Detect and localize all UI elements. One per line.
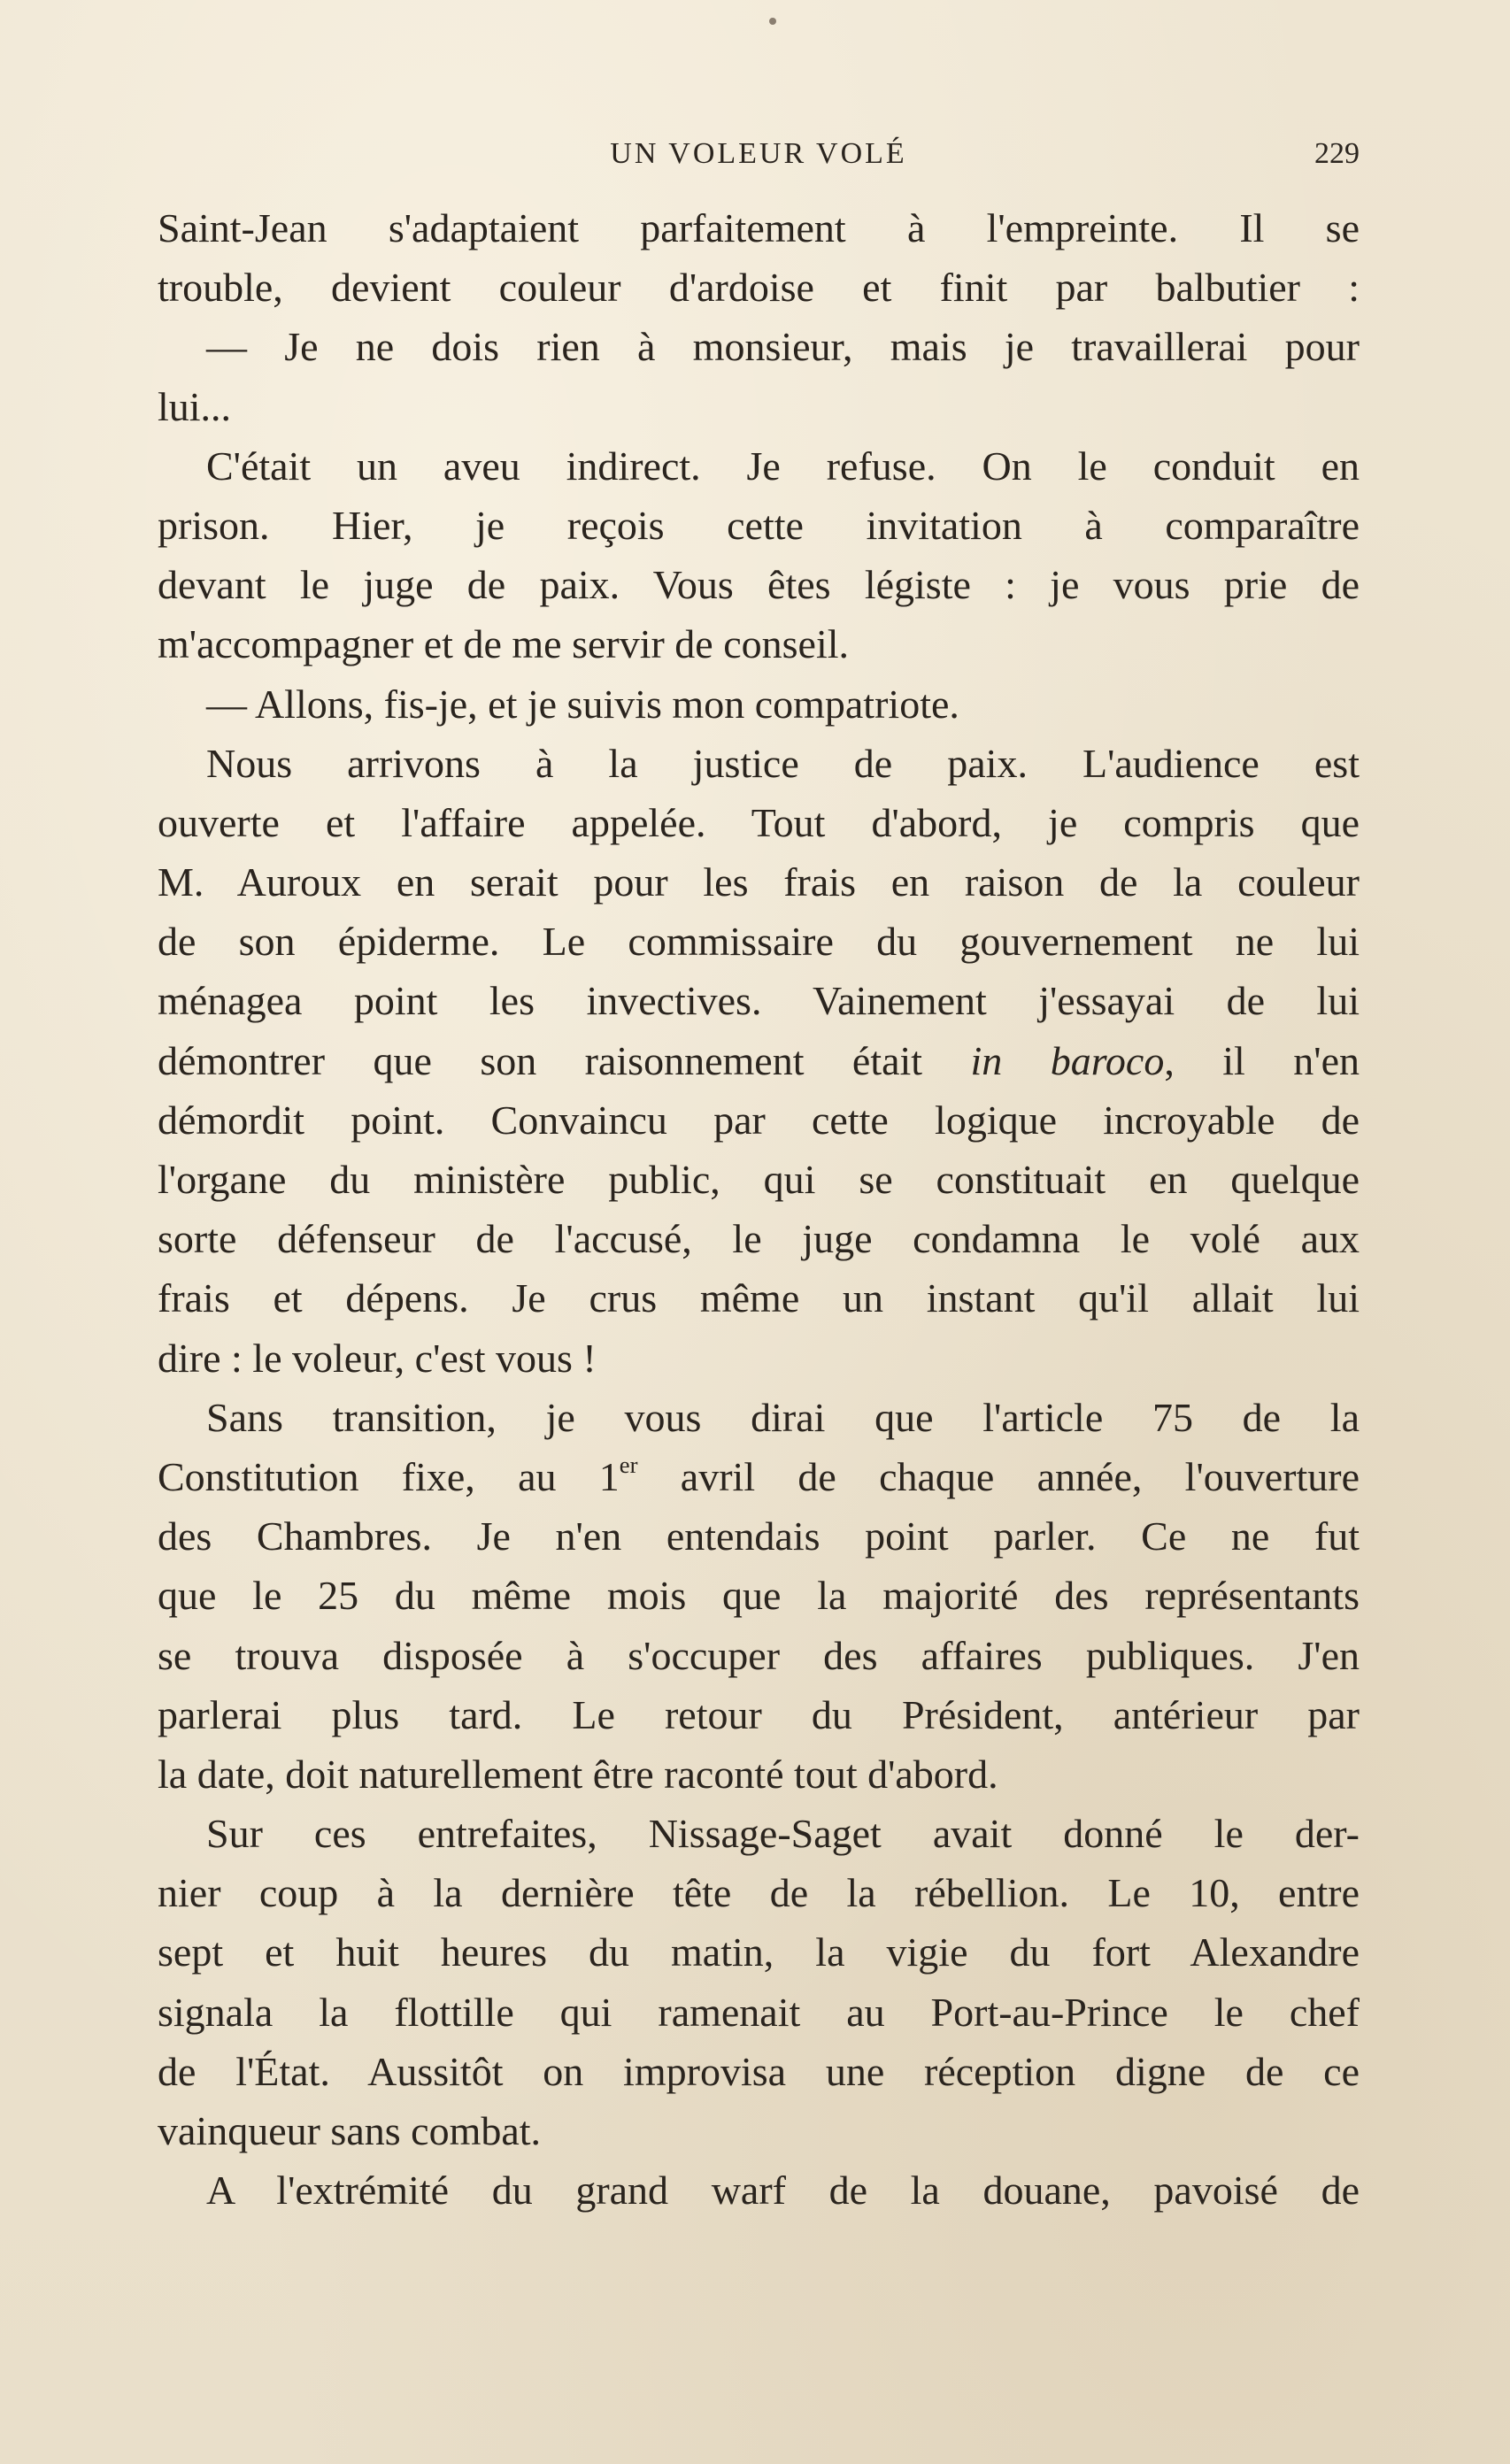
text-line: de l'État. Aussitôt on improvisa une réception digne de ce bbox=[158, 2048, 1360, 2094]
text-line: parlerai plus tard. Le retour du Président, antérieur par bbox=[158, 1691, 1360, 1737]
text-line: vainqueur sans combat. bbox=[158, 2108, 542, 2153]
text-line: prison. Hier, je reçois cette invitation à comparaître bbox=[158, 502, 1360, 548]
text-line: Constitution fixe, au 1er avril de chaque année, l'ouverture bbox=[158, 1451, 1360, 1499]
text-line: signala la flottille qui ramenait au Port-au-Prince le chef bbox=[158, 1989, 1360, 2035]
text-line: trouble, devient couleur d'ardoise et finit par balbutier : bbox=[158, 265, 1360, 311]
text-line: sorte défenseur de l'accusé, le juge condamna le volé aux bbox=[158, 1216, 1360, 1262]
text-line: l'organe du ministère public, qui se constituait en quelque bbox=[158, 1157, 1360, 1202]
running-header bbox=[158, 129, 1360, 179]
text-line: C'était un aveu indirect. Je refuse. On le conduit en bbox=[206, 443, 1360, 489]
text-line: ouverte et l'affaire appelée. Tout d'abord, je compris que bbox=[158, 799, 1360, 845]
text-line: démordit point. Convaincu par cette logique incroyable de bbox=[158, 1097, 1360, 1143]
text-line: Nous arrivons à la justice de paix. L'audience est bbox=[206, 740, 1360, 786]
text-line: ménagea point les invectives. Vainement j'essayai de lui bbox=[158, 978, 1360, 1024]
text-line: nier coup à la dernière tête de la rébellion. Le 10, entre bbox=[158, 1870, 1360, 1916]
text-line: la date, doit naturellement être raconté tout d'abord. bbox=[158, 1751, 998, 1797]
text-line: Sur ces entrefaites, Nissage-Saget avait donné le der- bbox=[206, 1811, 1360, 1857]
text-line: de son épiderme. Le commissaire du gouvernement ne lui bbox=[158, 919, 1360, 965]
text-line: M. Auroux en serait pour les frais en raison de la couleur bbox=[158, 859, 1360, 905]
text-line: Sans transition, je vous dirai que l'article 75 de la bbox=[206, 1394, 1360, 1440]
page-number: 229 bbox=[1314, 137, 1360, 170]
text-line: — Allons, fis-je, et je suivis mon compatriote. bbox=[206, 681, 959, 727]
text-line: A l'extrémité du grand warf de la douane, pavoisé de bbox=[206, 2168, 1360, 2214]
text-line: des Chambres. Je n'en entendais point parler. Ce ne fut bbox=[158, 1513, 1360, 1559]
running-title: UN VOLEUR VOLÉ bbox=[610, 137, 907, 170]
text-line: — Je ne dois rien à monsieur, mais je travaillerai pour bbox=[206, 324, 1360, 370]
text-line: que le 25 du même mois que la majorité des représentants bbox=[158, 1573, 1360, 1619]
body-text bbox=[158, 198, 1360, 2220]
text-line: démontrer que son raisonnement était in baroco, il n'en bbox=[158, 1037, 1360, 1083]
text-line: m'accompagner et de me servir de conseil. bbox=[158, 621, 850, 667]
text-line: sept et huit heures du matin, la vigie du fort Alexandre bbox=[158, 1929, 1360, 1975]
text-line: Saint-Jean s'adaptaient parfaitement à l'empreinte. Il se bbox=[158, 205, 1360, 250]
text-line: lui... bbox=[158, 383, 232, 429]
text-line: frais et dépens. Je crus même un instant qu'il allait lui bbox=[158, 1275, 1360, 1321]
text-line: se trouva disposée à s'occuper des affaires publiques. J'en bbox=[158, 1632, 1360, 1678]
paper-speck bbox=[769, 18, 776, 25]
text-line: devant le juge de paix. Vous êtes légiste : je vous prie de bbox=[158, 562, 1360, 608]
text-line: dire : le voleur, c'est vous ! bbox=[158, 1335, 597, 1381]
